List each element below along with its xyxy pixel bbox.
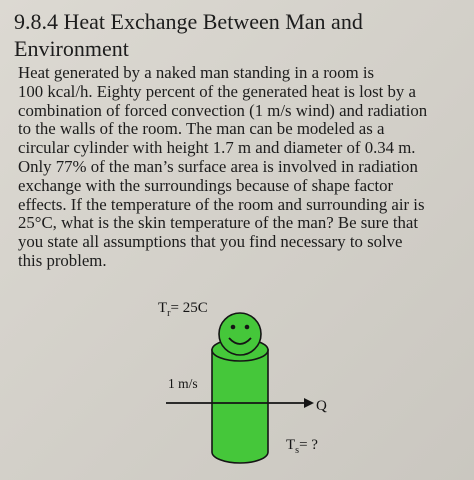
statement-line: to the walls of the room. The man can be modeled as a: [18, 119, 385, 139]
statement-line: this problem.: [18, 250, 107, 270]
heading-line-1: 9.8.4 Heat Exchange Between Man and: [14, 9, 363, 34]
wind-speed-label: 1 m/s: [168, 376, 198, 391]
statement-line: Heat generated by a naked man standing in a room is: [18, 63, 375, 82]
statement-line: Only 77% of the man’s surface area is involved in radiation: [18, 156, 418, 176]
arrow-head-icon: [304, 398, 314, 408]
statement-line: effects. If the temperature of the room and surrounding air is: [18, 194, 425, 214]
smiley-head: [219, 313, 261, 355]
cylinder-body: [212, 350, 268, 463]
heading-line-2: Environment: [14, 36, 129, 61]
statement-line: circular cylinder with height 1.7 m and diameter of 0.34 m.: [18, 138, 416, 158]
heat-label: Q: [316, 398, 327, 414]
statement-line: you state all assumptions that you find necessary to solve: [18, 232, 403, 252]
statement-line: combination of forced convection (1 m/s wind) and radiation: [18, 100, 428, 120]
statement-line: 25°C, what is the skin temperature of the man? Be sure that: [18, 213, 419, 233]
head-circle: [219, 313, 261, 355]
room-temperature-label: $T_r= 25C$: [158, 300, 208, 319]
statement-line: 100 kcal/h. Eighty percent of the generated heat is lost by a: [18, 81, 416, 101]
right-eye: [245, 325, 250, 330]
man-cylinder: [212, 339, 268, 463]
skin-temperature-label: $T_s=$ ?: [286, 437, 318, 456]
statement-line: exchange with the surroundings because of shape factor: [18, 175, 394, 195]
left-eye: [231, 325, 236, 330]
